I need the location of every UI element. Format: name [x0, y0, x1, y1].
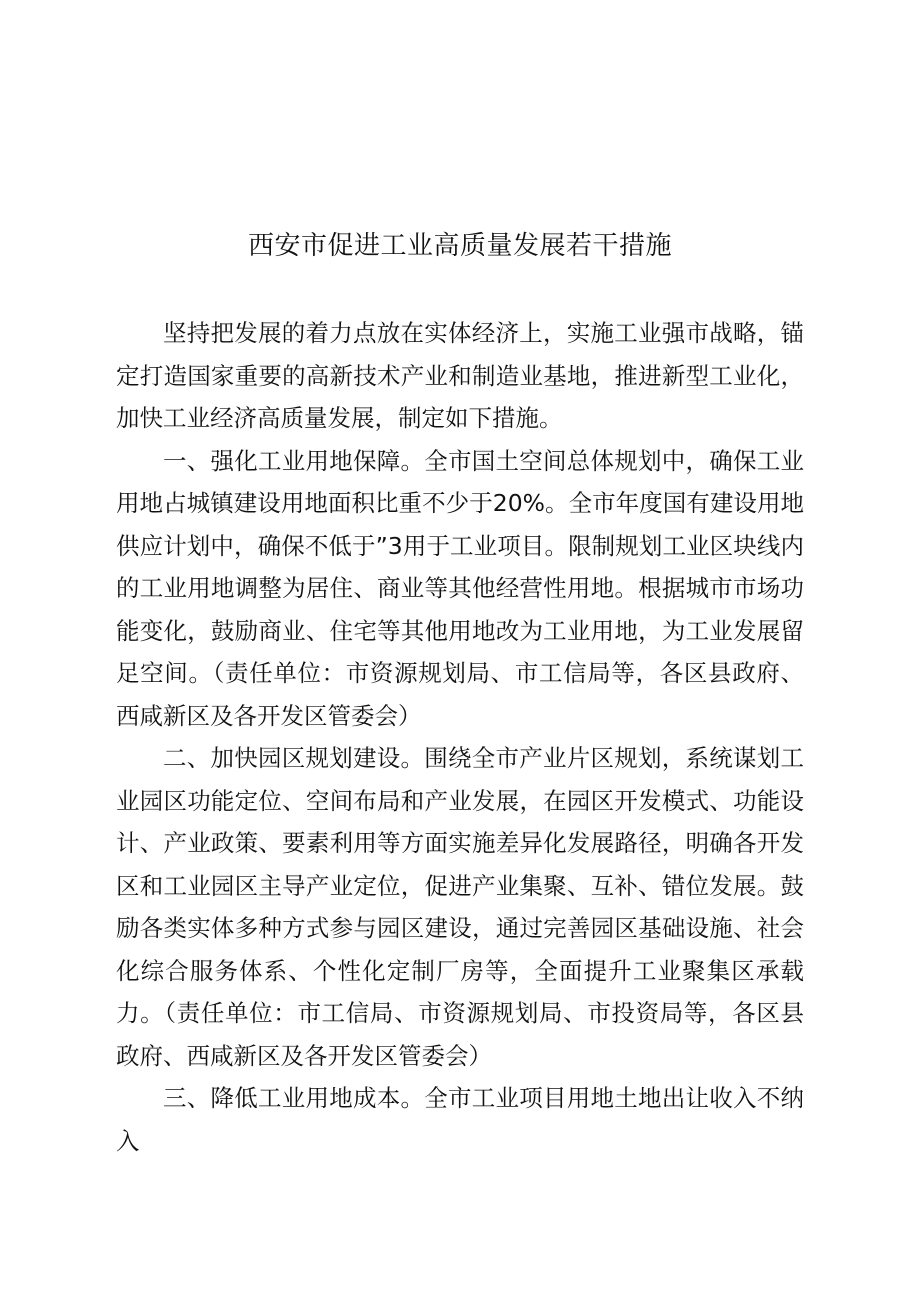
- document-title: 西安市促进工业高质量发展若干措施: [247, 231, 672, 261]
- paragraph-measure-3: 三、降低工业用地成本。全市工业项目用地土地出让收入不纳入: [116, 1084, 804, 1155]
- document-body: [116, 312, 804, 1162]
- paragraph-intro: 坚持把发展的着力点放在实体经济上，实施工业强市战略，锚定打造国家重要的高新技术产业和制造业基地，推进新型工业化，加快工业经济高质量发展，制定如下措施。: [116, 319, 804, 432]
- paragraph-measure-2: 二、加快园区规划建设。围绕全市产业片区规划，系统谋划工业园区功能定位、空间布局和产业发展，在园区开发模式、功能设计、产业政策、要素利用等方面实施差异化发展路径，明确各开发区和工业园区主导产业定位，促进产业集聚、互补、错位发展。鼓励各类实体多种方式参与园区建设，通过完善园区基础设施、社会化综合服务体系、个性化定制厂房等，全面提升工业聚集区承载力。（责任单位：市工信局、市资源规划局、市投资局等，各区县政府、西咸新区及各开发区管委会）: [116, 744, 804, 1070]
- paragraph-measure-1: 一、强化工业用地保障。全市国土空间总体规划中，确保工业用地占城镇建设用地面积比重不少于20%。全市年度国有建设用地供应计划中，确保不低于”3用于工业项目。限制规划工业区块线内的工业用地调整为居住、商业等其他经营性用地。根据城市市场功能变化，鼓励商业、住宅等其他用地改为工业用地，为工业发展留足空间。（责任单位：市资源规划局、市工信局等，各区县政府、西咸新区及各开发区管委会）: [116, 446, 804, 730]
